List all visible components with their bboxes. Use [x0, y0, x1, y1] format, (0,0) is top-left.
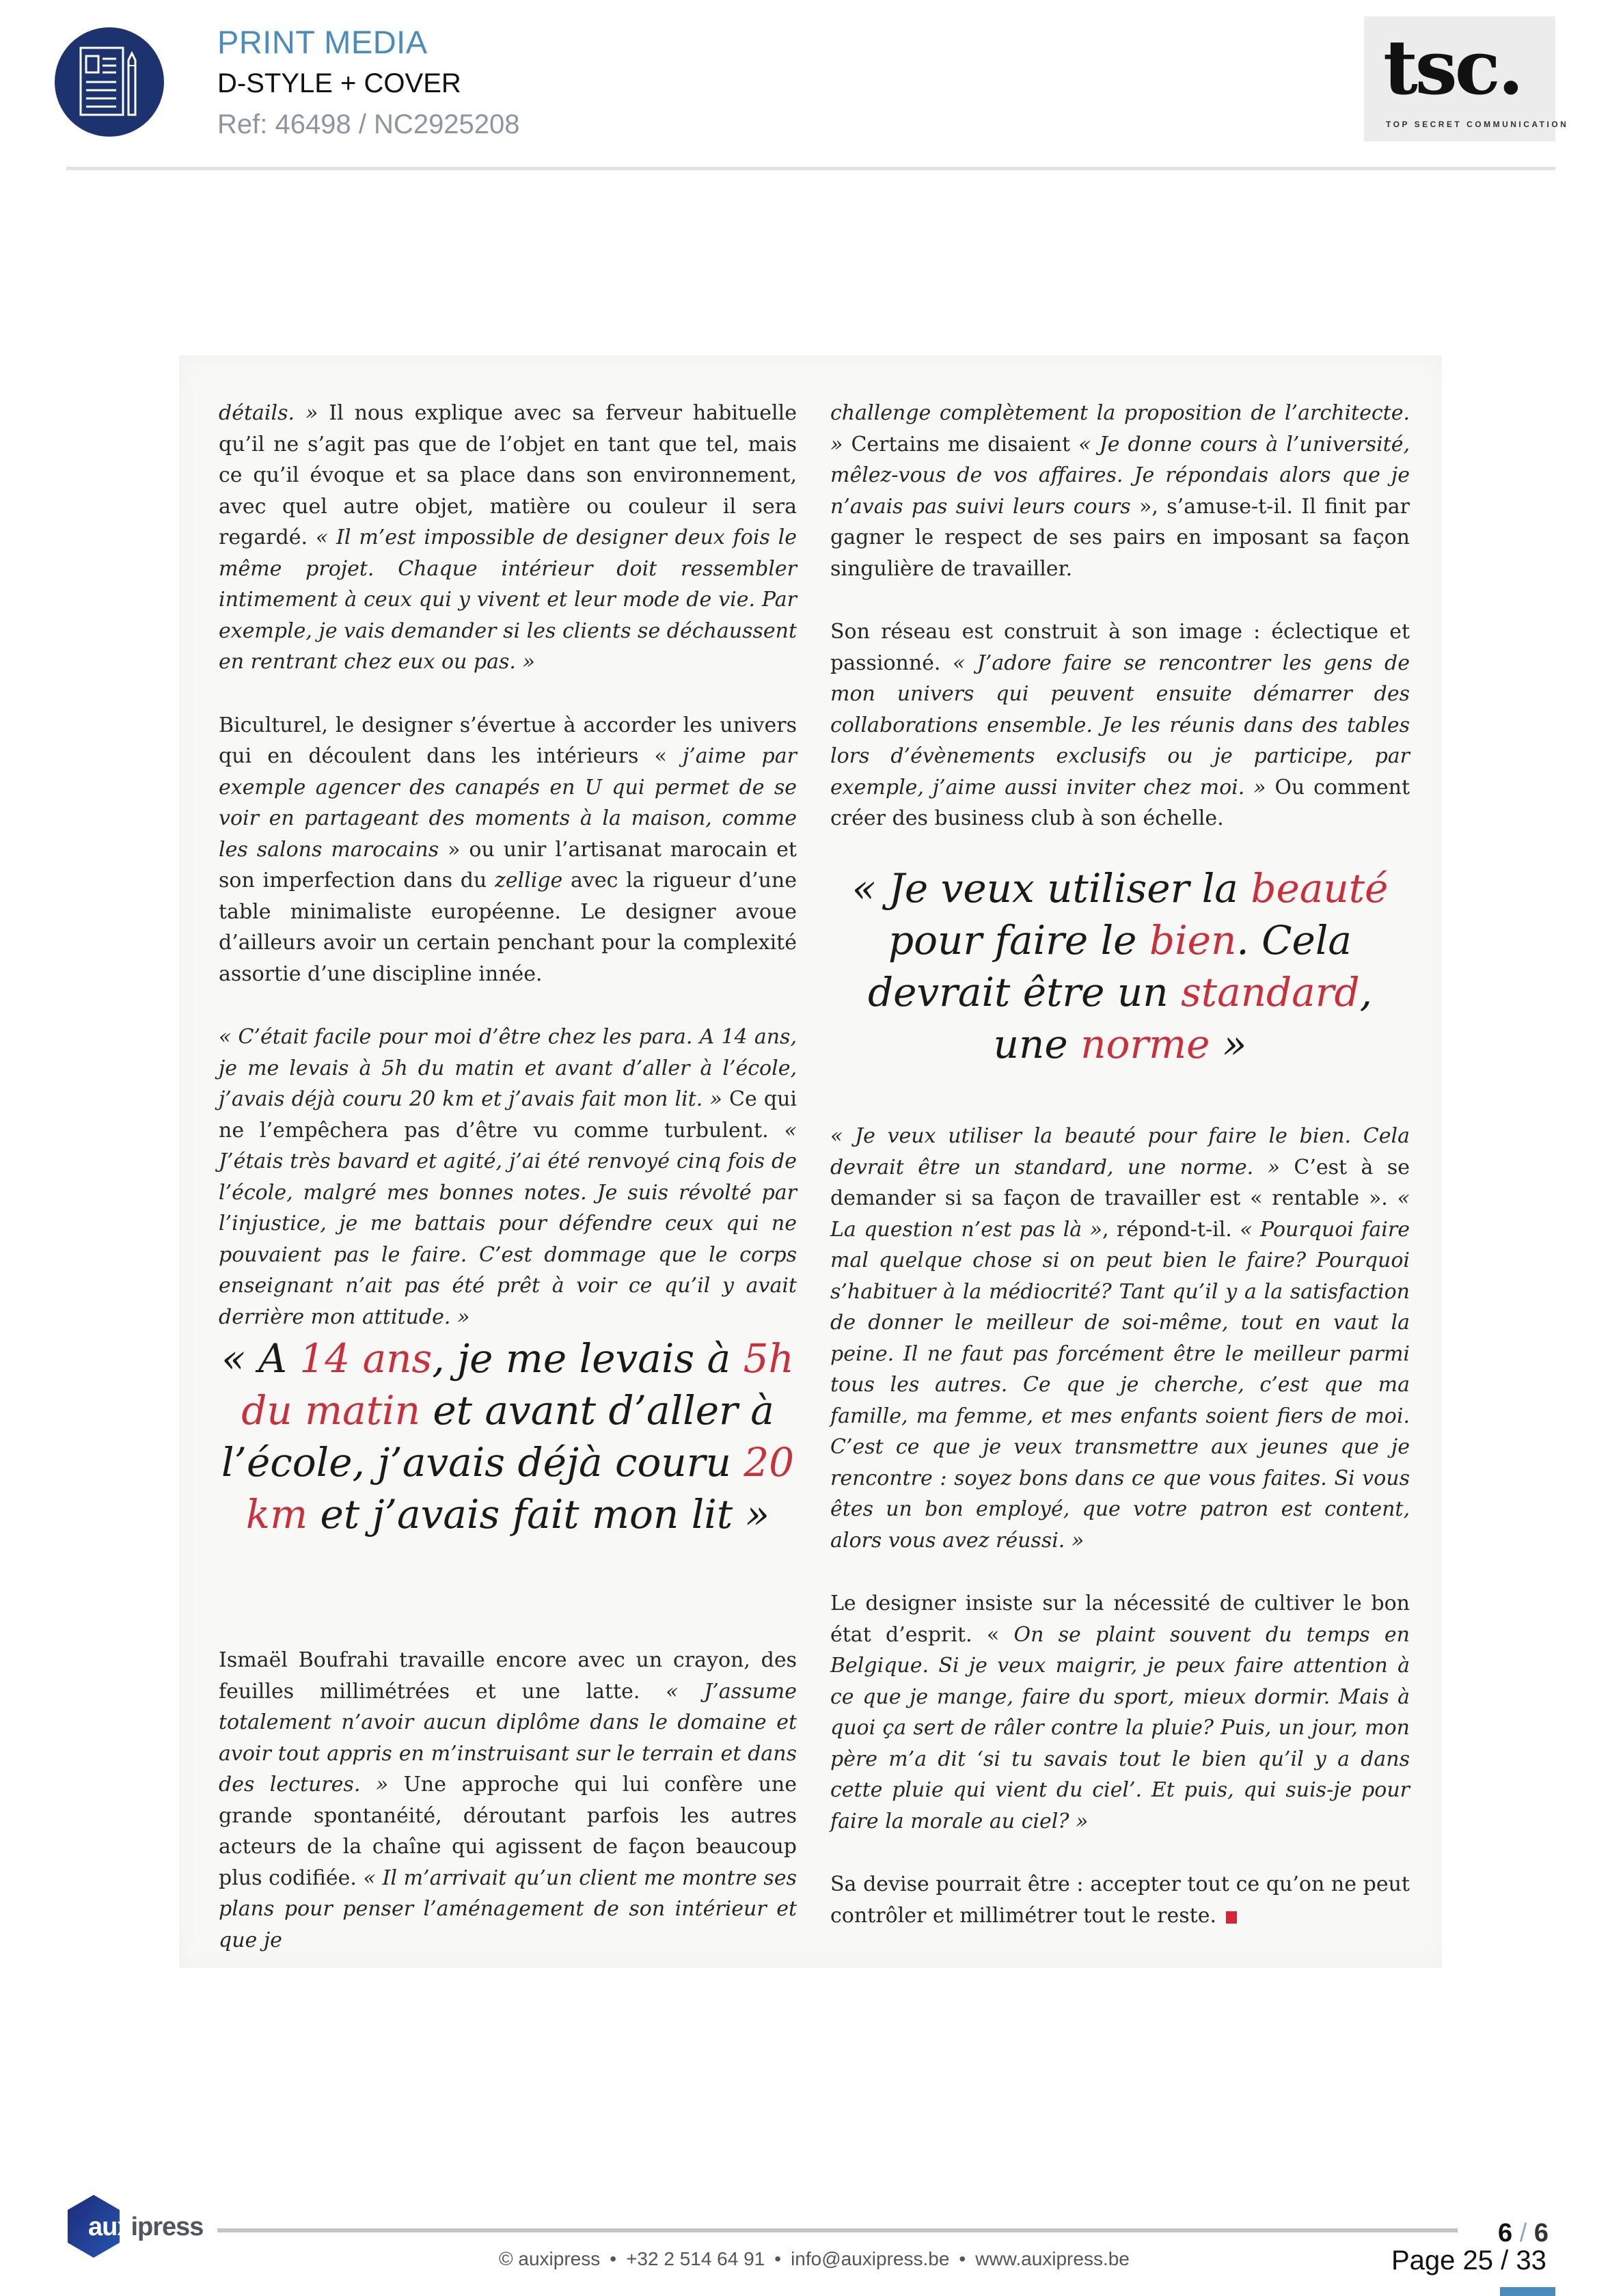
body-text: C’est à se demander si sa façon de travailler est « rentable ». — [830, 1155, 1410, 1210]
separator: • — [959, 2248, 966, 2269]
footer-divider — [217, 2228, 1458, 2232]
body-text: Son réseau est construit à son image : éclectique et passionné. — [830, 620, 1410, 675]
page-number: Page 25 / 33 — [1391, 2245, 1546, 2276]
print-media-icon — [55, 27, 164, 137]
quote-text: « La question n’est pas là » — [830, 1186, 1410, 1242]
logo-text-secondary: ipress — [131, 2213, 204, 2241]
newspaper-pencil-icon — [55, 27, 164, 137]
body-text: Ou comment créer des business club à son échelle. — [830, 775, 1410, 830]
paragraph — [219, 1022, 797, 1332]
footer-accent-bar — [1500, 2287, 1555, 2296]
body-text: Sa devise pourrait être : accepter tout ce qu’on ne peut contrôler et millimétrer tout le reste. — [830, 1872, 1410, 1928]
footer-contact — [499, 2248, 1182, 2270]
pull-quote-text: » — [1210, 1021, 1247, 1067]
publication-title: D-STYLE + COVER — [217, 68, 461, 98]
quote-text: « Je veux utiliser la beauté pour faire le bien. Cela devrait être un standard, une norme. » — [830, 1124, 1410, 1179]
pull-quote-text: , je me levais à — [432, 1335, 744, 1382]
pull-quote-text: , une — [993, 969, 1373, 1067]
pull-quote-text: et avant d’aller à l’école, j’avais déjà couru — [221, 1387, 774, 1486]
pull-quote-text: « A — [221, 1335, 300, 1382]
body-text: Ismaël Boufrahi travaille encore avec un crayon, des feuilles millimétrées et une latte. — [219, 1648, 797, 1704]
pull-quote-highlight: bien — [1149, 917, 1237, 964]
body-text: avec la rigueur d’une table minimaliste européenne. Le designer avoue d’ailleurs avoir un certain penchant pour la complexité assortie d’une discipline innée. — [219, 869, 797, 986]
pull-quote-right — [830, 862, 1410, 1070]
paragraph — [219, 710, 797, 990]
paragraph — [830, 1121, 1410, 1556]
phone: +32 2 514 64 91 — [626, 2248, 765, 2269]
article-end-mark-icon — [1226, 1911, 1237, 1924]
separator: • — [774, 2248, 782, 2269]
body-text: Une approche qui lui confère une grande spontanéité, déroutant parfois les autres acteurs de la chaîne qui agissent de façon beaucoup plus codifiée. — [219, 1773, 797, 1890]
quote-text: « Il m’est impossible de designer deux fois le même projet. Chaque intérieur doit ressembler intimement à ceux qui y vivent et leur mode de vie. Par exemple, je vais demander si les clients se déchaussent en rentrant chez eux ou pas. » — [219, 525, 797, 674]
article-left-column — [219, 398, 797, 1365]
pull-quote-highlight: norme — [1080, 1021, 1210, 1067]
media-category: PRINT MEDIA — [217, 24, 428, 60]
quote-text: zellige — [494, 869, 563, 892]
pull-quote-highlight: 20 km — [245, 1439, 795, 1538]
copyright: © auxipress — [499, 2248, 601, 2269]
client-logo-tagline: TOP SECRET COMMUNICATION — [1386, 120, 1569, 129]
body-text: Biculturel, le designer s’évertue à accorder les univers qui en découlent dans les intérieurs « — [219, 713, 797, 768]
pull-quote-text: et j’avais fait mon lit » — [308, 1491, 770, 1538]
quote-text: j’aime par exemple agencer des canapés en U qui permet de se voir en partageant des moments à la maison, comme les salons marocains — [219, 744, 797, 862]
client-logo — [1364, 16, 1569, 141]
logo-text-primary: aux — [88, 2213, 131, 2241]
body-text: Le designer insiste sur la nécessité de cultiver le bon état d’esprit. « — [830, 1591, 1410, 1647]
paragraph — [219, 398, 797, 678]
pull-quote-highlight: 14 ans — [299, 1335, 433, 1382]
quote-text: challenge complètement la proposition de l’architecte. » — [830, 401, 1410, 456]
body-text: Certains me disaient — [843, 432, 1079, 456]
quote-text: On se plaint souvent du temps en Belgique. Si je veux maigrir, je peux faire attention à ce que je mange, faire du sport, mieux dormir. Mais à quoi ça sert de râler contre la pluie? Puis, un jour, mon père m’a dit ‘si tu savais tout le bien qu’il y a dans cette pluie qui vient du ciel’. Et puis, qui suis-je pour faire la morale au ciel? » — [830, 1622, 1410, 1833]
body-text: Ce qui ne l’empêchera pas d’être vu comme turbulent. — [219, 1087, 797, 1143]
quote-text: « J’étais très bavard et agité, j’ai été renvoyé cinq fois de l’école, malgré mes bonnes notes. Je suis révolté par l’injustice, je me battais pour défendre ceux qui ne pouvaient pas le faire. C’est dommage que le corps enseignant n’ait pas été prêt à voir ce qu’il y avait derrière mon attitude. » — [219, 1118, 797, 1329]
section-counter — [1498, 2219, 1549, 2248]
pull-quote-left — [219, 1332, 797, 1540]
pull-quote-highlight: 5h du matin — [241, 1335, 794, 1434]
body-text: », s’amuse-t-il. Il finit par gagner le respect de ses pairs en imposant sa façon singulière de travailler. — [830, 494, 1410, 581]
quote-text: « J’adore faire se rencontrer les gens de mon univers qui peuvent ensuite démarrer des collaborations ensemble. Je les réunis dans des tables lors d’évènements exclusifs ou je participe, par exemple, j’aime aussi inviter chez moi. » — [830, 651, 1410, 800]
pull-quote-text: . Cela devrait être un — [867, 917, 1352, 1015]
paragraph — [219, 1645, 797, 1956]
quote-text: « Pourquoi faire mal quelque chose si on peut bien le faire? Pourquoi s’habituer à la médiocrité? Tant qu’il y a la satisfaction de donner le meilleur de soi-même, tout en vaut la peine. Il ne faut pas forcément être le meilleur parmi tous les autres. Ce que je cherche, c’est que ma famille, ma femme, et mes enfants soient fiers de moi. C’est ce que je veux transmettre aux jeunes que je rencontre : soyez bons dans ce que vous faites. Si vous êtes un bon employé, que votre patron est content, alors vous avez réussi. » — [830, 1217, 1410, 1553]
section-current: 6 — [1498, 2219, 1513, 2247]
paragraph — [830, 616, 1410, 834]
body-text: Il nous explique avec sa ferveur habituelle qu’il ne s’agit pas que de l’objet en tant que tel, mais ce qu’il évoque et sa place dans son environnement, avec quel autre objet, matière ou couleur il sera regardé. — [219, 401, 797, 549]
pull-quote-text: pour faire le — [888, 917, 1149, 964]
pull-quote-highlight: standard — [1181, 969, 1360, 1015]
body-text: , répond-t-il. — [1102, 1217, 1240, 1242]
pull-quote-highlight: beauté — [1251, 865, 1389, 912]
quote-text: « C’était facile pour moi d’être chez les para. A 14 ans, je me levais à 5h du matin et avant d’aller à l’école, j’avais déjà couru 20 km et j’avais fait mon lit. » — [219, 1025, 797, 1111]
quote-text: « Je donne cours à l’université, mêlez-vous de vos affaires. Je répondais alors que je n’avais pas suivi leurs cours — [830, 432, 1410, 519]
reference-number: Ref: 46498 / NC2925208 — [217, 109, 520, 139]
paragraph — [830, 1869, 1410, 1931]
article-right-column-bottom — [830, 1121, 1410, 1963]
quote-text: détails. » — [219, 401, 318, 425]
section-total: 6 — [1533, 2219, 1549, 2247]
client-logo-wordmark: tsc. — [1383, 23, 1522, 111]
article-right-column — [830, 398, 1410, 866]
website-link[interactable]: www.auxipress.be — [975, 2248, 1130, 2269]
quote-text: « J’assume totalement n’avoir aucun diplôme dans le domaine et avoir tout appris en m’instruisant sur le terrain et dans des lectures. » — [219, 1679, 797, 1796]
article-left-column-bottom — [219, 1645, 797, 1988]
header-divider — [66, 167, 1555, 170]
email-link[interactable]: info@auxipress.be — [791, 2248, 950, 2269]
separator: • — [610, 2248, 617, 2269]
pull-quote-text: « Je veux utiliser la — [851, 865, 1251, 912]
section-separator: / — [1519, 2219, 1527, 2247]
paragraph — [830, 398, 1410, 584]
body-text: » ou unir l’artisanat marocain et son imperfection dans du — [219, 837, 797, 892]
paragraph — [830, 1588, 1410, 1837]
auxipress-logo — [66, 2194, 204, 2262]
quote-text: « Il m’arrivait qu’un client me montre ses plans pour penser l’aménagement de son intérieur et que je — [219, 1866, 797, 1952]
